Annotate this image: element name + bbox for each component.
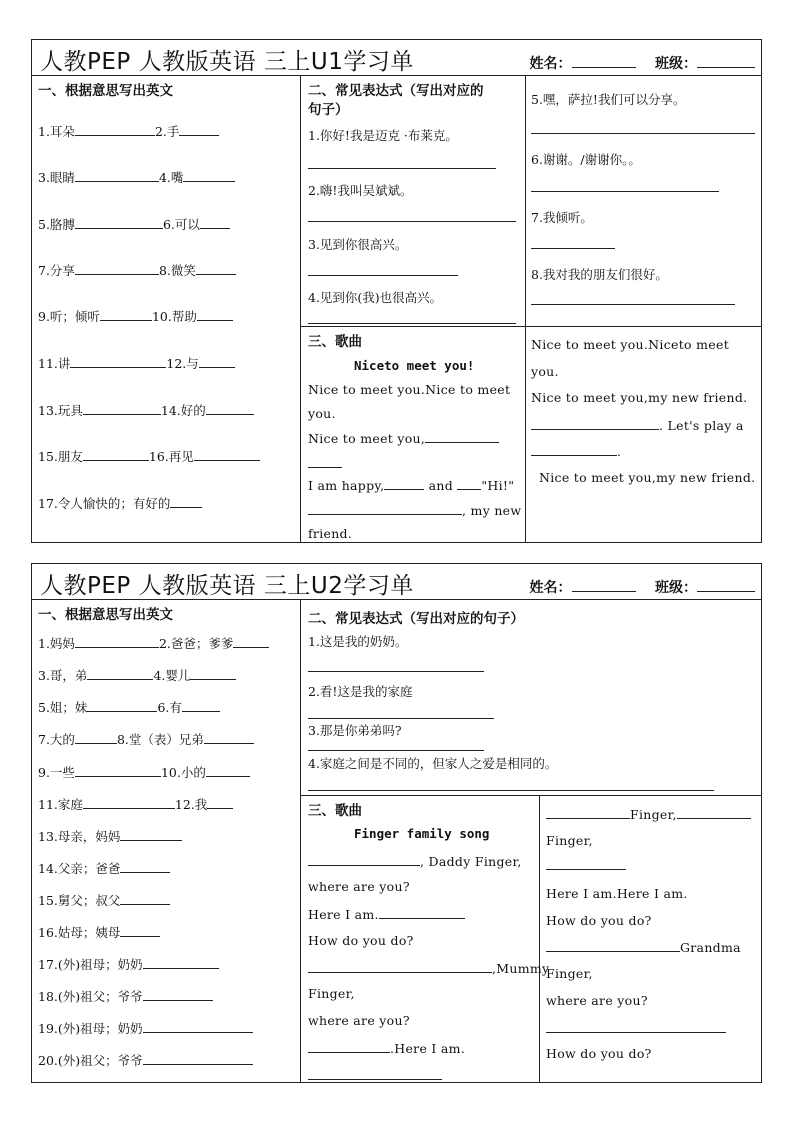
- answer-blank[interactable]: [83, 402, 161, 415]
- answer-line[interactable]: [546, 869, 626, 870]
- lyric-line: Nice to meet you.Niceto meet: [531, 337, 730, 352]
- answer-line[interactable]: [531, 191, 719, 192]
- section-title-expressions: 二、常见表达式（写出对应的句子）: [308, 611, 524, 627]
- vocab-item: 13.玩具 14.好的: [38, 401, 254, 419]
- answer-line[interactable]: [531, 133, 755, 134]
- answer-blank[interactable]: [207, 796, 233, 809]
- answer-blank[interactable]: [200, 216, 230, 229]
- answer-blank[interactable]: [183, 169, 235, 182]
- vocab-item: 17.令人愉快的；有好的: [38, 494, 202, 512]
- name-label: 姓名：: [529, 580, 572, 596]
- expression-item: 7.我倾听。: [531, 210, 593, 225]
- answer-blank[interactable]: [87, 667, 153, 680]
- answer-blank[interactable]: [75, 764, 161, 777]
- vocab-item: 5.姐；妹 6.有: [38, 698, 220, 716]
- lyric-line: where are you?: [546, 993, 648, 1008]
- answer-line[interactable]: [308, 671, 484, 672]
- name-blank[interactable]: [572, 55, 636, 68]
- lyric-line: Grandma: [546, 939, 741, 955]
- answer-blank[interactable]: [143, 988, 213, 1001]
- expression-item: 4.家庭之间是不同的，但家人之爱是相同的。: [308, 756, 558, 771]
- lyric-line: Here I am.: [308, 906, 465, 922]
- answer-blank[interactable]: [120, 828, 182, 841]
- answer-blank[interactable]: [83, 796, 175, 809]
- expression-item: 6.谢谢。/谢谢你。。: [531, 152, 641, 167]
- lyric-line: where are you?: [308, 879, 410, 894]
- answer-blank[interactable]: [677, 806, 751, 819]
- answer-blank[interactable]: [143, 1052, 253, 1065]
- answer-blank[interactable]: [75, 169, 159, 182]
- divider: [539, 795, 540, 1083]
- name-label: 姓名：: [529, 56, 572, 72]
- worksheet-u1: [31, 39, 762, 543]
- vocab-item: 20.(外)祖父；爷爷: [38, 1051, 253, 1069]
- answer-line[interactable]: [308, 275, 458, 276]
- answer-line[interactable]: [308, 221, 516, 222]
- answer-line[interactable]: [308, 750, 484, 751]
- lyric-line: Here I am.Here I am.: [546, 886, 688, 901]
- lyric-line: Finger,: [546, 966, 593, 981]
- lyric-line: you.: [531, 364, 559, 379]
- answer-blank[interactable]: [75, 262, 159, 275]
- lyric-line: where are you?: [308, 1013, 410, 1028]
- title-bar: [32, 40, 761, 76]
- name-class-fields: [530, 53, 756, 73]
- answer-blank[interactable]: [100, 308, 152, 321]
- section-title-vocab: 一、根据意思写出英文: [38, 607, 173, 623]
- name-blank[interactable]: [572, 579, 636, 592]
- lyric-line: How do you do?: [546, 913, 652, 928]
- answer-blank[interactable]: [308, 1040, 390, 1053]
- answer-blank[interactable]: [190, 667, 236, 680]
- page-title: 人教PEP 人教版英语 三上U1学习单: [40, 49, 414, 75]
- answer-blank[interactable]: [143, 1020, 253, 1033]
- answer-blank[interactable]: [308, 853, 420, 866]
- vocab-item: 19.(外)祖母；奶奶: [38, 1019, 253, 1037]
- answer-line[interactable]: [308, 1079, 442, 1080]
- vocab-item: 18.(外)祖父；爷爷: [38, 987, 213, 1005]
- lyric-line: Finger,: [546, 833, 593, 848]
- answer-blank[interactable]: [546, 806, 630, 819]
- lyric-line: .Here I am.: [308, 1040, 465, 1056]
- vocab-item: 15.朋友 16.再见: [38, 447, 260, 465]
- answer-line[interactable]: [308, 790, 714, 791]
- answer-blank[interactable]: [204, 731, 254, 744]
- divider: [300, 599, 301, 1083]
- name-class-fields: [530, 577, 756, 597]
- answer-blank[interactable]: [196, 262, 236, 275]
- answer-blank[interactable]: [120, 860, 170, 873]
- vocab-item: 16.姑母；姨母: [38, 923, 160, 941]
- vocab-item: 11.讲 12.与: [38, 354, 235, 372]
- answer-blank[interactable]: [206, 764, 250, 777]
- answer-blank[interactable]: [75, 123, 155, 136]
- answer-blank[interactable]: [233, 635, 269, 648]
- expression-item: 1.你好!我是迈克 ·布莱克。: [308, 128, 458, 143]
- section-title-expressions-cont: 句子）: [308, 102, 349, 118]
- vocab-item: 15.舅父；叔父: [38, 891, 170, 909]
- answer-blank[interactable]: [308, 960, 492, 973]
- section-title-expressions: 二、常见表达式（写出对应的: [308, 83, 484, 99]
- answer-line[interactable]: [546, 1032, 726, 1033]
- answer-blank[interactable]: [531, 443, 617, 456]
- expression-item: 3.见到你很高兴。: [308, 237, 408, 252]
- answer-blank[interactable]: [70, 355, 166, 368]
- answer-line[interactable]: [531, 248, 615, 249]
- vocab-item: 17.(外)祖母；奶奶: [38, 955, 219, 973]
- lyric-line: friend.: [308, 526, 353, 541]
- answer-line[interactable]: [308, 467, 342, 468]
- vocab-item: 13.母亲，妈妈: [38, 827, 182, 845]
- title-bar: [32, 564, 761, 600]
- vocab-item: 7.分享 8.微笑: [38, 261, 236, 279]
- answer-blank[interactable]: [170, 495, 202, 508]
- lyric-line: How do you do?: [308, 933, 414, 948]
- expression-item: 8.我对我的朋友们很好。: [531, 267, 668, 282]
- answer-line[interactable]: [308, 718, 494, 719]
- expression-item: 1.这是我的奶奶。: [308, 634, 408, 649]
- expression-item: 2.看!这是我的家庭: [308, 684, 413, 699]
- answer-blank[interactable]: [87, 699, 157, 712]
- answer-blank[interactable]: [206, 402, 254, 415]
- lyric-line: ,Mummy: [308, 960, 549, 976]
- vocab-item: 9.听；倾听 10.帮助: [38, 307, 233, 325]
- expression-item: 2.嗨!我叫吴斌斌。: [308, 183, 413, 198]
- answer-blank[interactable]: [83, 448, 149, 461]
- section-title-song: 三、歌曲: [308, 803, 362, 819]
- answer-line[interactable]: [308, 168, 496, 169]
- divider: [525, 75, 526, 543]
- answer-blank[interactable]: [120, 924, 160, 937]
- class-label: 班级：: [655, 580, 697, 596]
- expression-item: 3.那是你弟弟吗?: [308, 723, 402, 738]
- answer-blank[interactable]: [197, 308, 233, 321]
- answer-blank[interactable]: [425, 430, 499, 443]
- answer-blank[interactable]: [546, 939, 680, 952]
- vocab-item: 5.胳膊 6.可以: [38, 215, 230, 233]
- answer-blank[interactable]: [379, 906, 465, 919]
- vocab-item: 3.眼睛 4.嘴: [38, 168, 235, 186]
- class-blank[interactable]: [697, 579, 755, 592]
- vocab-item: 11.家庭 12.我: [38, 795, 233, 813]
- vocab-item: 3.哥，弟 4.婴儿: [38, 666, 236, 684]
- expression-item: 4.见到你(我)也很高兴。: [308, 290, 443, 305]
- divider: [300, 795, 762, 796]
- answer-line[interactable]: [531, 304, 735, 305]
- vocab-item: 1.耳朵 2.手: [38, 122, 219, 140]
- answer-blank[interactable]: [384, 477, 424, 490]
- vocab-item: 9.一些 10.小的: [38, 763, 250, 781]
- lyric-line: you.: [308, 406, 336, 421]
- answer-blank[interactable]: [531, 417, 659, 430]
- expression-item: 5.嘿，萨拉!我们可以分享。: [531, 92, 686, 107]
- answer-blank[interactable]: [75, 216, 163, 229]
- answer-blank[interactable]: [308, 502, 462, 515]
- lyric-line: Nice to meet you.Nice to meet: [308, 382, 511, 397]
- lyric-line: Nice to meet you,my new friend.: [539, 470, 756, 485]
- answer-blank[interactable]: [143, 956, 219, 969]
- answer-blank[interactable]: [179, 123, 219, 136]
- answer-blank[interactable]: [75, 635, 159, 648]
- divider: [300, 75, 301, 543]
- page-title: 人教PEP 人教版英语 三上U2学习单: [40, 573, 414, 599]
- class-blank[interactable]: [697, 55, 755, 68]
- divider: [300, 326, 762, 327]
- vocab-item: 14.父亲；爸爸: [38, 859, 170, 877]
- answer-blank[interactable]: [120, 892, 170, 905]
- answer-blank[interactable]: [199, 355, 235, 368]
- lyric-line: I am happy, and "Hi!": [308, 478, 515, 493]
- lyric-line: . Let's play a: [531, 417, 744, 433]
- lyric-line: , my new: [308, 502, 521, 518]
- vocab-item: 7.大的 8.堂（表）兄弟: [38, 730, 254, 748]
- vocab-item: 1.妈妈 2.爸爸；爹爹: [38, 634, 269, 652]
- answer-blank[interactable]: [457, 477, 481, 490]
- worksheet-u2: [31, 563, 762, 1083]
- section-title-vocab: 一、根据意思写出英文: [38, 83, 173, 99]
- lyric-line: Finger,: [308, 986, 355, 1001]
- answer-blank[interactable]: [75, 731, 117, 744]
- answer-blank[interactable]: [182, 699, 220, 712]
- class-label: 班级：: [655, 56, 697, 72]
- lyric-line: Finger,: [546, 806, 751, 822]
- song-title: Finger family song: [354, 826, 490, 841]
- answer-blank[interactable]: [194, 448, 260, 461]
- section-title-song: 三、歌曲: [308, 334, 362, 350]
- lyric-line: , Daddy Finger,: [308, 853, 522, 869]
- lyric-line: Nice to meet you,: [308, 430, 499, 446]
- lyric-line: How do you do?: [546, 1046, 652, 1061]
- answer-line[interactable]: [308, 323, 516, 324]
- lyric-line: .: [531, 443, 621, 459]
- lyric-line: Nice to meet you,my new friend.: [531, 390, 748, 405]
- song-title: Niceto meet you!: [354, 358, 475, 373]
